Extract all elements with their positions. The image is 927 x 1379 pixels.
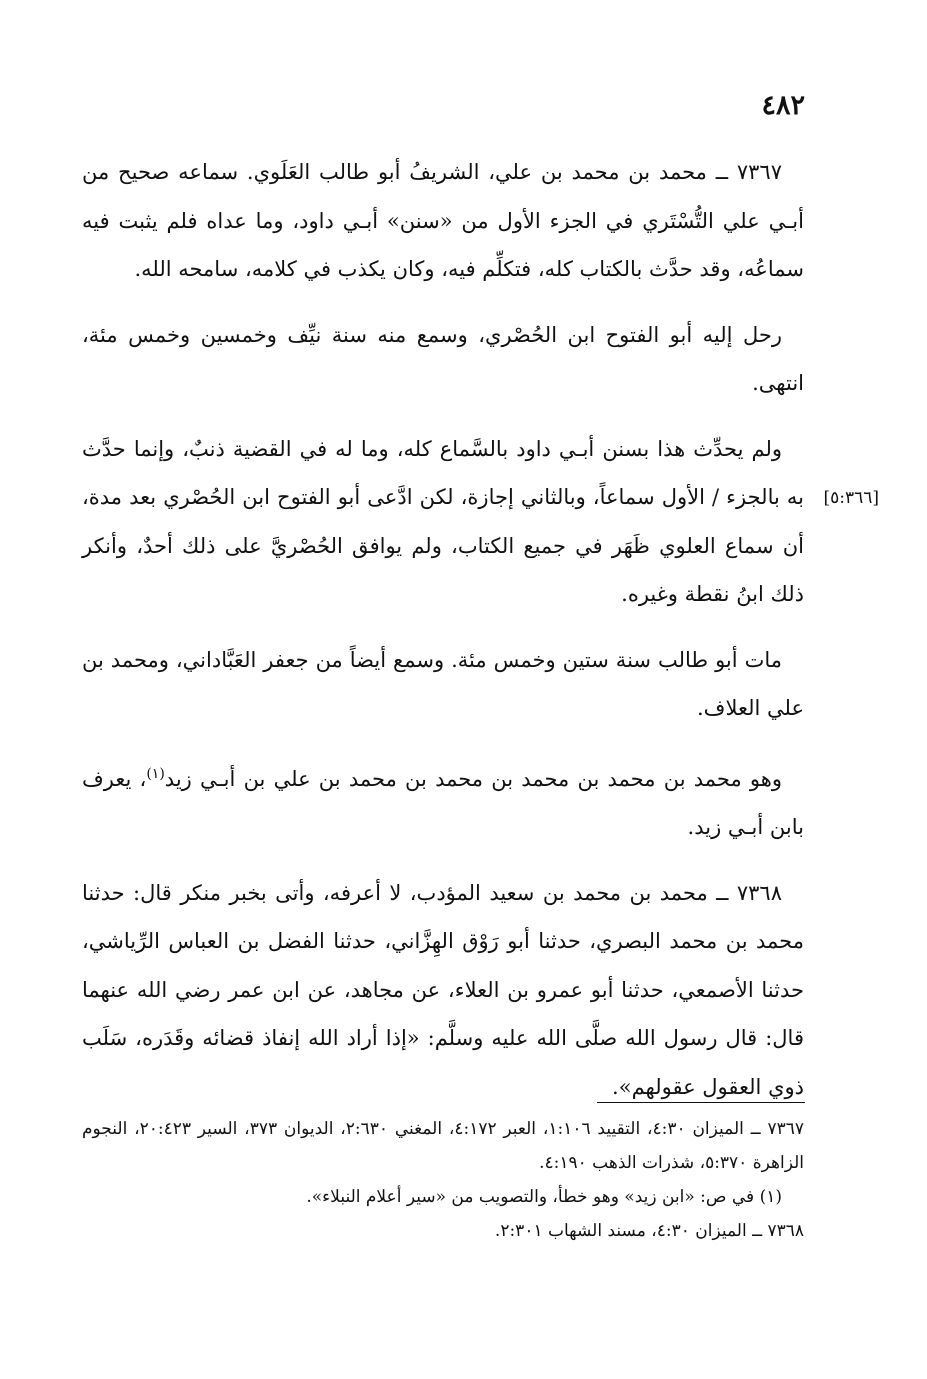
footnote-1-text: في ص: «ابن زيد» وهو خطأ، والتصويب من «سير أعلام النبلاء». [306, 1187, 755, 1207]
sunan-paragraph: ولم يحدِّث هذا بسنن أبـي داود بالسَّماع كله، وما له في القضية ذنبٌ، وإنما حدَّث به بالجزء / الأول سماعاً، وبالثاني إجازة، لكن ادَّعى أبو الفتوح ابن الحُصْري بعد مدة، أن سماع العلوي ظَهَر في جميع الكتاب، ولم يوافق الحُصْريَّ على ذلك أحدٌ، وأنكر ذلك ابنُ نقطة وغيره. [82, 436, 804, 606]
footnote-7367-sources: ٧٣٦٧ ــ الميزان ٤:٣٠، التقييد ١:١٠٦، العبر ٤:١٧٢، المغني ٢:٦٣٠، الديوان ٣٧٣، السير ٢٠:٤٢٣، النجوم الزاهرة ٥:٣٧٠، شذرات الذهب ٤:١٩٠. [82, 1119, 804, 1173]
footnotes [82, 1112, 804, 1248]
footnote-divider [597, 1102, 805, 1103]
footnote-1 [82, 1180, 804, 1214]
lineage-text: وهو محمد بن محمد بن محمد بن محمد بن محمد بن علي بن أبـي زيد [164, 766, 782, 791]
entry-7367-paragraph: ٧٣٦٧ ــ محمد بن محمد بن علي، الشريفُ أبو طالب العَلَوي. سماعه صحيح من أبـي علي التُّسْتَري في الجزء الأول من «سنن» أبـي داود، وما عداه فلم يثبت فيه سماعُه، وقد حدَّث بالكتاب كله، فتكلِّم فيه، وكان يكذب في كلامه، سامحه الله. [82, 160, 804, 281]
footnote-marker: (١) [146, 765, 165, 782]
lineage-tail: ، يعرف بابن أبـي زيد. [82, 766, 804, 839]
footnote-1-number: (١) [759, 1187, 782, 1207]
death-paragraph: مات أبو طالب سنة ستين وخمس مئة. وسمع أيضاً من جعفر العَبَّاداني، ومحمد بن علي العلاف. [82, 647, 804, 720]
entry-7368-paragraph: ٧٣٦٨ ــ محمد بن محمد بن سعيد المؤدب، لا أعرفه، وأتى بخبر منكر قال: حدثنا محمد بن محمد البصري، حدثنا أبو رَوْق الهِزَّاني، حدثنا الفضل بن العباس الرِّياشي، حدثنا الأصمعي، حدثنا أبو عمرو بن العلاء، عن مجاهد، عن ابن عمر رضي الله عنهما قال: قال رسول الله صلَّى الله عليه وسلَّم: «إذا أراد الله إنفاذ قضائه وقَدَره، سَلَب ذوي العقول عقولهم». [82, 880, 804, 1099]
main-text [82, 148, 804, 1128]
rihla-paragraph: رحل إليه أبو الفتوح ابن الحُصْري، وسمع منه سنة نيِّف وخمسين وخمس مئة، انتهى. [82, 322, 804, 395]
lineage-paragraph [82, 750, 804, 852]
page-number: ٤٨٢ [761, 90, 805, 121]
footnote-7368-sources: ٧٣٦٨ ــ الميزان ٤:٣٠، مسند الشهاب ٢:٣٠١. [494, 1221, 804, 1241]
margin-reference: [٥:٣٦٦] [823, 488, 879, 508]
